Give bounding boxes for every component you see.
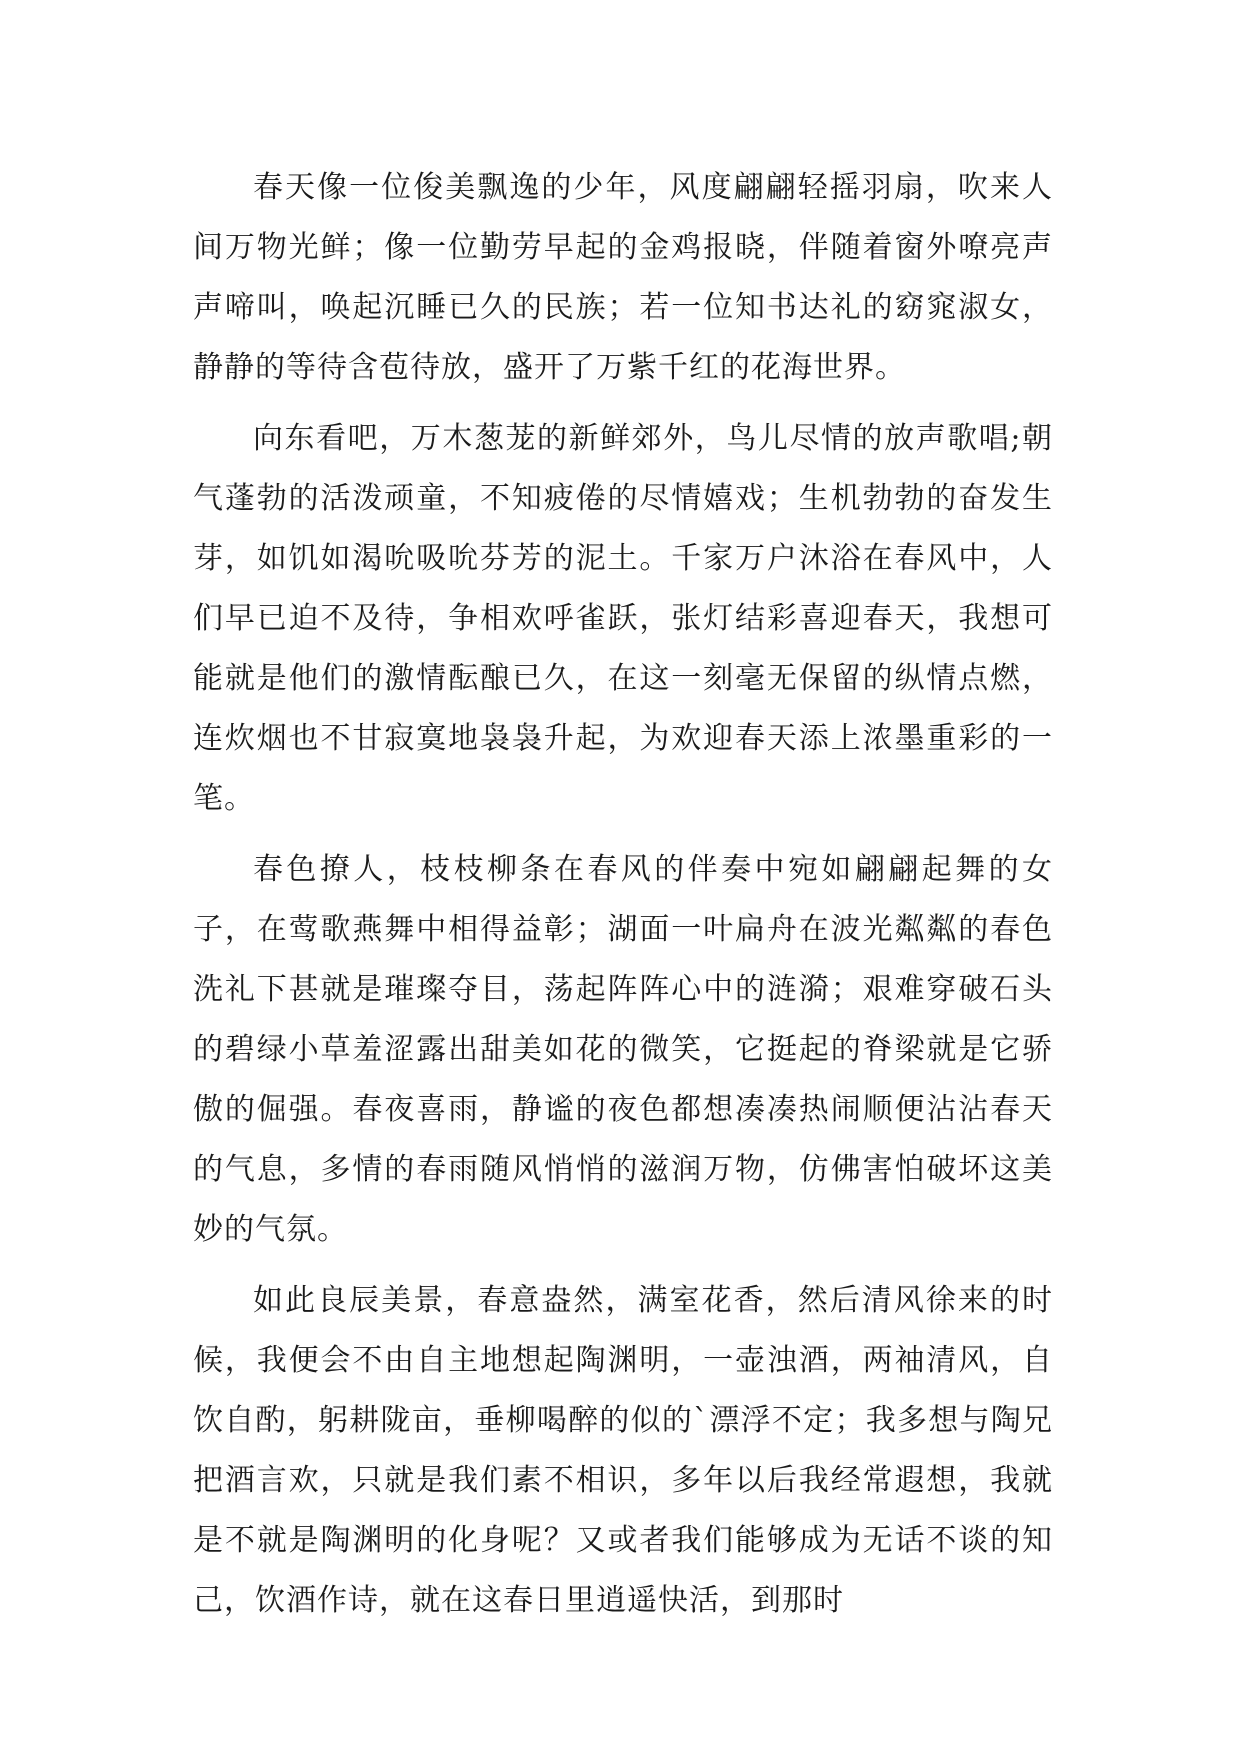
document-body: [193, 158, 1053, 1642]
paragraph-4: 如此良辰美景，春意盎然，满室花香，然后清风徐来的时候，我便会不由自主地想起陶渊明，一壶浊酒，两袖清风，自饮自酌，躬耕陇亩，垂柳喝醉的似的`漂浮不定；我多想与陶兄把酒言欢，只就是我们素不相识，多年以后我经常遐想，我就是不就是陶渊明的化身呢？又或者我们能够成为无话不谈的知己，饮酒作诗，就在这春日里逍遥快活，到那时: [193, 1283, 1053, 1618]
paragraph-1: 春天像一位俊美飘逸的少年，风度翩翩轻摇羽扇，吹来人间万物光鲜；像一位勤劳早起的金鸡报晓，伴随着窗外嘹亮声声啼叫，唤起沉睡已久的民族；若一位知书达礼的窈窕淑女，静静的等待含苞待放，盛开了万紫千红的花海世界。: [193, 170, 1053, 385]
paragraph-2: 向东看吧，万木葱茏的新鲜郊外，鸟儿尽情的放声歌唱;朝气蓬勃的活泼顽童，不知疲倦的尽情嬉戏；生机勃勃的奋发生芽，如饥如渴吮吸吮芬芳的泥土。千家万户沐浴在春风中，人们早已迫不及待，争相欢呼雀跃，张灯结彩喜迎春天，我想可能就是他们的激情酝酿已久，在这一刻毫无保留的纵情点燃，连炊烟也不甘寂寞地袅袅升起，为欢迎春天添上浓墨重彩的一笔。: [193, 421, 1053, 816]
paragraph-3: 春色撩人，枝枝柳条在春风的伴奏中宛如翩翩起舞的女子，在莺歌燕舞中相得益彰；湖面一叶扁舟在波光粼粼的春色洗礼下甚就是璀璨夺目，荡起阵阵心中的涟漪；艰难穿破石头的碧绿小草羞涩露出甜美如花的微笑，它挺起的脊梁就是它骄傲的倔强。春夜喜雨，静谧的夜色都想凑凑热闹顺便沾沾春天的气息，多情的春雨随风悄悄的滋润万物，仿佛害怕破坏这美妙的气氛。: [193, 852, 1053, 1247]
